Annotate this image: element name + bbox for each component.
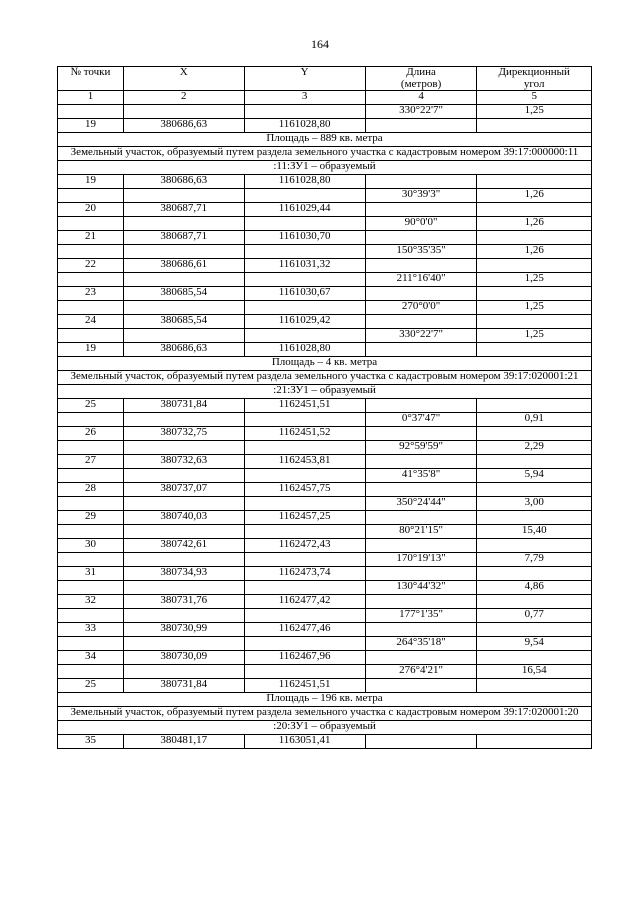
point-number: 34 (58, 651, 124, 665)
angle-cell (477, 679, 592, 693)
x-coordinate (123, 637, 244, 651)
angle-cell (477, 623, 592, 637)
y-coordinate: 1161029,42 (244, 315, 365, 329)
segment-row (58, 581, 592, 595)
segment-length: 3,00 (477, 497, 592, 511)
segment-length: 0,77 (477, 609, 592, 623)
point-number: 28 (58, 483, 124, 497)
segment-row (58, 637, 592, 651)
length-cell (365, 567, 477, 581)
length-cell (365, 483, 477, 497)
y-coordinate: 1162457,25 (244, 511, 365, 525)
angle-cell (477, 427, 592, 441)
point-number: 31 (58, 567, 124, 581)
length-cell (365, 203, 477, 217)
column-number: 3 (244, 91, 365, 105)
x-coordinate (123, 581, 244, 595)
length-cell (365, 679, 477, 693)
page-number: 164 (311, 37, 329, 51)
point-number: 26 (58, 427, 124, 441)
x-coordinate (123, 525, 244, 539)
point-row (58, 259, 592, 273)
column-number: 2 (123, 91, 244, 105)
point-number (58, 553, 124, 567)
x-coordinate: 380481,17 (123, 735, 244, 749)
point-number: 35 (58, 735, 124, 749)
segment-length: 2,29 (477, 441, 592, 455)
point-row (58, 623, 592, 637)
point-row (58, 231, 592, 245)
point-number: 25 (58, 399, 124, 413)
x-coordinate: 380730,99 (123, 623, 244, 637)
y-coordinate: 1161031,32 (244, 259, 365, 273)
angle-cell (477, 595, 592, 609)
segment-row (58, 329, 592, 343)
point-number: 25 (58, 679, 124, 693)
section-text: Земельный участок, образуемый путем раздела земельного участка с кадастровым номером 39:17:020001:20 (58, 707, 592, 721)
x-coordinate: 380732,63 (123, 455, 244, 469)
section-row (58, 721, 592, 735)
y-coordinate: 1161030,70 (244, 231, 365, 245)
segment-angle: 330°22'7" (365, 329, 477, 343)
segment-angle: 92°59'59" (365, 441, 477, 455)
segment-row (58, 105, 592, 119)
point-number (58, 581, 124, 595)
segment-angle: 41°35'8" (365, 469, 477, 483)
section-row (58, 357, 592, 371)
segment-row (58, 301, 592, 315)
point-number (58, 441, 124, 455)
segment-row (58, 273, 592, 287)
length-cell (365, 343, 477, 357)
angle-cell (477, 399, 592, 413)
y-coordinate (244, 273, 365, 287)
section-row (58, 385, 592, 399)
x-coordinate: 380686,63 (123, 343, 244, 357)
point-number (58, 525, 124, 539)
segment-row (58, 525, 592, 539)
section-row (58, 707, 592, 721)
segment-length: 7,79 (477, 553, 592, 567)
segment-row (58, 665, 592, 679)
segment-row (58, 413, 592, 427)
y-coordinate (244, 105, 365, 119)
y-coordinate: 1161028,80 (244, 175, 365, 189)
point-row (58, 119, 592, 133)
x-coordinate (123, 553, 244, 567)
y-coordinate (244, 301, 365, 315)
header-direction-angle: Дирекционный угол (477, 67, 592, 91)
point-number (58, 609, 124, 623)
angle-cell (477, 175, 592, 189)
length-cell (365, 511, 477, 525)
point-row (58, 483, 592, 497)
section-row (58, 693, 592, 707)
section-text: Площадь – 889 кв. метра (58, 133, 592, 147)
point-number: 32 (58, 595, 124, 609)
point-number (58, 665, 124, 679)
x-coordinate (123, 665, 244, 679)
point-row (58, 343, 592, 357)
y-coordinate (244, 441, 365, 455)
length-cell (365, 259, 477, 273)
segment-angle: 350°24'44" (365, 497, 477, 511)
x-coordinate (123, 469, 244, 483)
segment-angle: 276°4'21" (365, 665, 477, 679)
y-coordinate: 1161028,80 (244, 119, 365, 133)
header-y: Y (244, 67, 365, 91)
x-coordinate (123, 609, 244, 623)
y-coordinate (244, 217, 365, 231)
y-coordinate (244, 609, 365, 623)
point-row (58, 595, 592, 609)
angle-cell (477, 567, 592, 581)
point-number: 30 (58, 539, 124, 553)
point-number: 21 (58, 231, 124, 245)
point-row (58, 315, 592, 329)
segment-angle: 211°16'40" (365, 273, 477, 287)
length-cell (365, 735, 477, 749)
y-coordinate (244, 245, 365, 259)
segment-length: 5,94 (477, 469, 592, 483)
point-number: 19 (58, 343, 124, 357)
segment-length: 16,54 (477, 665, 592, 679)
x-coordinate: 380687,71 (123, 231, 244, 245)
segment-row (58, 217, 592, 231)
point-number: 27 (58, 455, 124, 469)
segment-length: 15,40 (477, 525, 592, 539)
point-number (58, 413, 124, 427)
point-number: 19 (58, 119, 124, 133)
section-row (58, 161, 592, 175)
x-coordinate: 380734,93 (123, 567, 244, 581)
segment-row (58, 497, 592, 511)
x-coordinate: 380685,54 (123, 315, 244, 329)
y-coordinate: 1161030,67 (244, 287, 365, 301)
x-coordinate: 380685,54 (123, 287, 244, 301)
y-coordinate (244, 553, 365, 567)
y-coordinate (244, 581, 365, 595)
segment-length: 0,91 (477, 413, 592, 427)
point-number (58, 637, 124, 651)
y-coordinate: 1161028,80 (244, 343, 365, 357)
coordinates-table (57, 66, 592, 749)
section-text: :20:ЗУ1 – образуемый (58, 721, 592, 735)
x-coordinate (123, 413, 244, 427)
length-cell (365, 427, 477, 441)
segment-length: 1,25 (477, 273, 592, 287)
y-coordinate (244, 413, 365, 427)
segment-row (58, 189, 592, 203)
point-number (58, 245, 124, 259)
segment-row (58, 609, 592, 623)
point-row (58, 287, 592, 301)
section-text: :11:ЗУ1 – образуемый (58, 161, 592, 175)
angle-cell (477, 259, 592, 273)
column-number: 1 (58, 91, 124, 105)
point-row (58, 511, 592, 525)
section-text: :21:ЗУ1 – образуемый (58, 385, 592, 399)
y-coordinate: 1161029,44 (244, 203, 365, 217)
x-coordinate (123, 273, 244, 287)
y-coordinate: 1162472,43 (244, 539, 365, 553)
x-coordinate: 380732,75 (123, 427, 244, 441)
length-cell (365, 623, 477, 637)
segment-angle: 80°21'15" (365, 525, 477, 539)
segment-angle: 90°0'0" (365, 217, 477, 231)
length-cell (365, 595, 477, 609)
point-number: 20 (58, 203, 124, 217)
x-coordinate (123, 441, 244, 455)
header-x: X (123, 67, 244, 91)
length-cell (365, 175, 477, 189)
point-number (58, 189, 124, 203)
y-coordinate (244, 497, 365, 511)
angle-cell (477, 315, 592, 329)
point-number: 33 (58, 623, 124, 637)
angle-cell (477, 511, 592, 525)
length-cell (365, 455, 477, 469)
x-coordinate: 380731,76 (123, 595, 244, 609)
x-coordinate (123, 217, 244, 231)
length-cell (365, 651, 477, 665)
y-coordinate: 1162451,51 (244, 679, 365, 693)
x-coordinate (123, 301, 244, 315)
point-number: 24 (58, 315, 124, 329)
x-coordinate: 380686,63 (123, 175, 244, 189)
segment-angle: 170°19'13" (365, 553, 477, 567)
section-row (58, 371, 592, 385)
section-row (58, 133, 592, 147)
x-coordinate: 380686,63 (123, 119, 244, 133)
point-row (58, 203, 592, 217)
point-row (58, 427, 592, 441)
y-coordinate: 1162453,81 (244, 455, 365, 469)
x-coordinate (123, 189, 244, 203)
segment-angle: 270°0'0" (365, 301, 477, 315)
angle-cell (477, 651, 592, 665)
x-coordinate (123, 105, 244, 119)
point-row (58, 567, 592, 581)
angle-cell (477, 483, 592, 497)
segment-angle: 0°37'47" (365, 413, 477, 427)
point-number (58, 329, 124, 343)
point-number (58, 497, 124, 511)
segment-length: 1,25 (477, 329, 592, 343)
length-cell (365, 315, 477, 329)
angle-cell (477, 735, 592, 749)
point-number (58, 273, 124, 287)
x-coordinate: 380740,03 (123, 511, 244, 525)
point-number (58, 469, 124, 483)
y-coordinate (244, 637, 365, 651)
length-cell (365, 287, 477, 301)
section-row (58, 147, 592, 161)
segment-length: 1,25 (477, 301, 592, 315)
point-number: 23 (58, 287, 124, 301)
point-number: 22 (58, 259, 124, 273)
angle-cell (477, 539, 592, 553)
point-row (58, 539, 592, 553)
y-coordinate (244, 469, 365, 483)
y-coordinate: 1162477,46 (244, 623, 365, 637)
x-coordinate: 380731,84 (123, 679, 244, 693)
x-coordinate: 380731,84 (123, 399, 244, 413)
y-coordinate: 1162451,52 (244, 427, 365, 441)
x-coordinate: 380742,61 (123, 539, 244, 553)
x-coordinate: 380686,61 (123, 259, 244, 273)
section-text: Площадь – 4 кв. метра (58, 357, 592, 371)
segment-angle: 150°35'35" (365, 245, 477, 259)
point-row (58, 399, 592, 413)
point-number (58, 217, 124, 231)
point-number: 29 (58, 511, 124, 525)
segment-angle: 330°22'7" (365, 105, 477, 119)
y-coordinate (244, 189, 365, 203)
angle-cell (477, 231, 592, 245)
length-cell (365, 539, 477, 553)
segment-angle: 177°1'35" (365, 609, 477, 623)
point-row (58, 735, 592, 749)
segment-row (58, 553, 592, 567)
x-coordinate (123, 245, 244, 259)
angle-cell (477, 203, 592, 217)
table-body (58, 105, 592, 749)
y-coordinate: 1162477,42 (244, 595, 365, 609)
point-row (58, 455, 592, 469)
x-coordinate: 380730,09 (123, 651, 244, 665)
section-text: Земельный участок, образуемый путем раздела земельного участка с кадастровым номером 39:17:000000:11 (58, 147, 592, 161)
angle-cell (477, 455, 592, 469)
segment-length: 1,26 (477, 245, 592, 259)
point-number: 19 (58, 175, 124, 189)
section-text: Земельный участок, образуемый путем раздела земельного участка с кадастровым номером 39:17:020001:21 (58, 371, 592, 385)
header-length: Длина (метров) (365, 67, 477, 91)
y-coordinate: 1163051,41 (244, 735, 365, 749)
point-row (58, 175, 592, 189)
x-coordinate: 380737,07 (123, 483, 244, 497)
y-coordinate: 1162457,75 (244, 483, 365, 497)
segment-length: 9,54 (477, 637, 592, 651)
table-header-row (58, 67, 592, 91)
segment-row (58, 469, 592, 483)
length-cell (365, 399, 477, 413)
x-coordinate (123, 497, 244, 511)
y-coordinate (244, 329, 365, 343)
y-coordinate (244, 665, 365, 679)
segment-row (58, 441, 592, 455)
header-point-number: № точки (58, 67, 124, 91)
column-number: 4 (365, 91, 477, 105)
angle-cell (477, 287, 592, 301)
length-cell (365, 231, 477, 245)
x-coordinate: 380687,71 (123, 203, 244, 217)
segment-length: 1,26 (477, 189, 592, 203)
length-cell (365, 119, 477, 133)
point-row (58, 679, 592, 693)
segment-angle: 264°35'18" (365, 637, 477, 651)
point-row (58, 651, 592, 665)
column-number: 5 (477, 91, 592, 105)
angle-cell (477, 343, 592, 357)
segment-angle: 130°44'32" (365, 581, 477, 595)
table-column-numbers-row (58, 91, 592, 105)
segment-length: 1,26 (477, 217, 592, 231)
segment-angle: 30°39'3" (365, 189, 477, 203)
segment-length: 1,25 (477, 105, 592, 119)
x-coordinate (123, 329, 244, 343)
y-coordinate: 1162451,51 (244, 399, 365, 413)
section-text: Площадь – 196 кв. метра (58, 693, 592, 707)
y-coordinate: 1162473,74 (244, 567, 365, 581)
segment-row (58, 245, 592, 259)
point-number (58, 105, 124, 119)
y-coordinate: 1162467,96 (244, 651, 365, 665)
angle-cell (477, 119, 592, 133)
point-number (58, 301, 124, 315)
y-coordinate (244, 525, 365, 539)
segment-length: 4,86 (477, 581, 592, 595)
